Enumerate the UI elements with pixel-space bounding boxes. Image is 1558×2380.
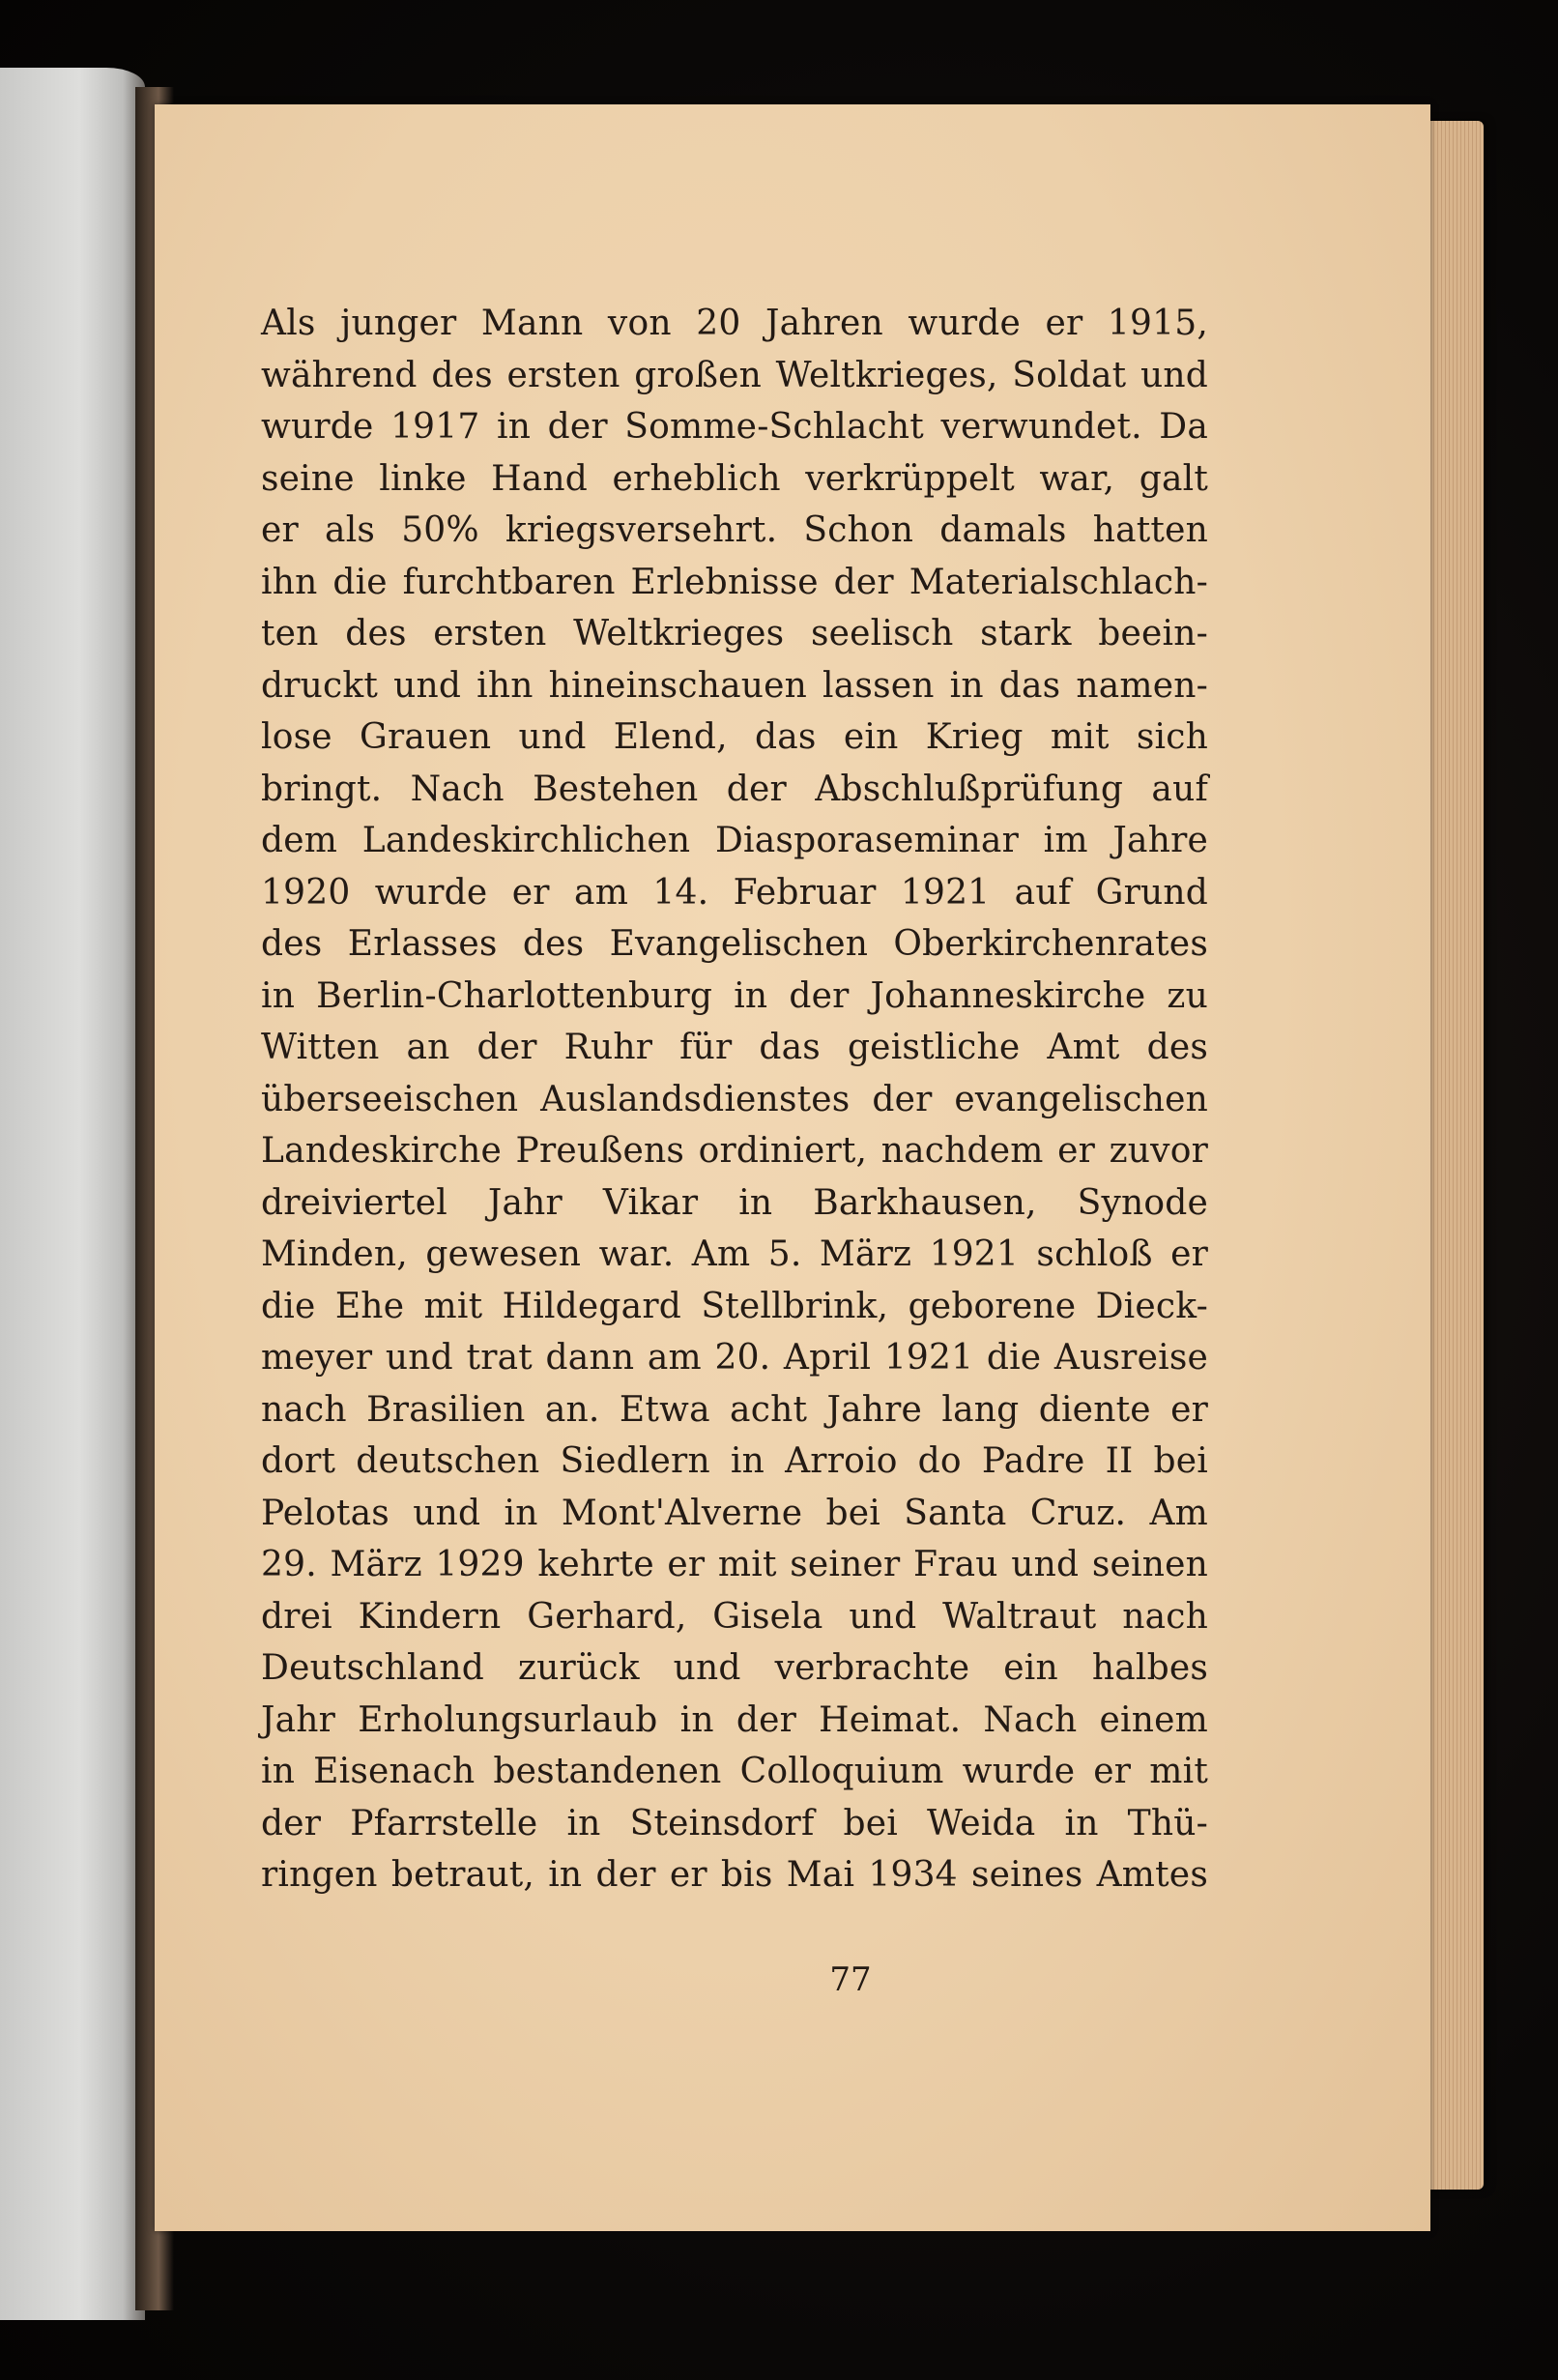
previous-page-edge [0,68,145,2320]
text-line: Als junger Mann von 20 Jahren wurde er 1915, [261,304,1208,343]
text-line: er als 50% kriegsversehrt. Schon damals hatten [261,510,1208,550]
text-line: wurde 1917 in der Somme-Schlacht verwundet. Da [261,407,1208,447]
text-line: bringt. Nach Bestehen der Abschlußprüfung auf [261,769,1208,809]
text-line: überseeischen Auslandsdienstes der evangelischen [261,1079,1208,1119]
page-number: 77 [829,1960,872,1999]
text-line: Minden, gewesen war. Am 5. März 1921 schloß er [261,1234,1208,1274]
text-line: Witten an der Ruhr für das geistliche Amt des [261,1028,1208,1067]
text-line: druckt und ihn hineinschauen lassen in das namen- [261,665,1208,706]
text-line: 29. März 1929 kehrte er mit seiner Frau und seinen [261,1545,1208,1584]
text-line: der Pfarrstelle in Steinsdorf bei Weida in Thü- [261,1803,1208,1843]
text-line: nach Brasilien an. Etwa acht Jahre lang diente er [261,1389,1208,1430]
text-line: dreiviertel Jahr Vikar in Barkhausen, Synode [261,1182,1208,1223]
text-line: lose Grauen und Elend, das ein Krieg mit sich [261,717,1208,757]
text-line: während des ersten großen Weltkrieges, Soldat und [261,355,1208,395]
text-line: in Eisenach bestandenen Colloquium wurde er mit [261,1752,1208,1791]
body-text [261,298,1208,1901]
text-line: ten des ersten Weltkrieges seelisch stark beein- [261,614,1208,653]
text-line: dem Landeskirchlichen Diasporaseminar im Jahre [261,821,1208,860]
text-line: 1920 wurde er am 14. Februar 1921 auf Grund [261,872,1208,913]
text-line: drei Kindern Gerhard, Gisela und Waltraut nach [261,1596,1208,1637]
text-line: die Ehe mit Hildegard Stellbrink, geborene Dieck- [261,1286,1208,1326]
text-line: Deutschland zurück und verbrachte ein halbes [261,1648,1208,1688]
text-line: Jahr Erholungsurlaub in der Heimat. Nach einem [261,1699,1208,1740]
book-page [155,104,1430,2231]
text-line: meyer und trat dann am 20. April 1921 die Ausreise [261,1338,1208,1378]
text-line: Pelotas und in Mont'Alverne bei Santa Cruz. Am [261,1493,1208,1533]
text-line: dort deutschen Siedlern in Arroio do Padre II bei [261,1441,1208,1481]
text-line: Landeskirche Preußens ordiniert, nachdem er zuvor [261,1131,1208,1171]
text-line: ihn die furchtbaren Erlebnisse der Materialschlach- [261,562,1208,602]
text-line: in Berlin-Charlottenburg in der Johanneskirche zu [261,975,1208,1016]
text-line: des Erlasses des Evangelischen Oberkirchenrates [261,924,1208,964]
text-line: ringen betraut, in der er bis Mai 1934 seines Amtes [261,1855,1208,1895]
text-line: seine linke Hand erheblich verkrüppelt war, galt [261,458,1208,499]
